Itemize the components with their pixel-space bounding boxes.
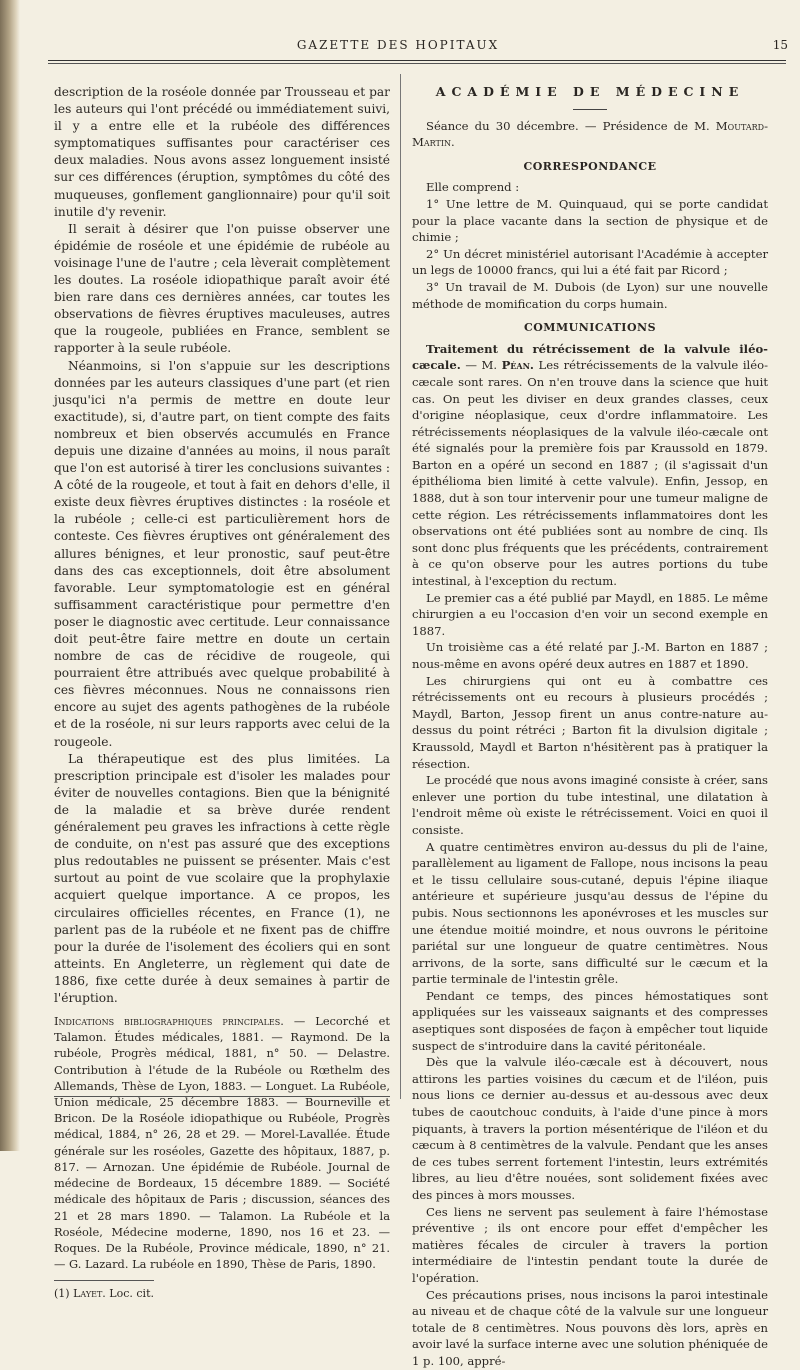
footnote-rule: [54, 1280, 154, 1281]
bibliography-text: — Lecorché et Talamon. Études médicales, 1881. — Raymond. De la rubéole, Progrès médical, 1881, n° 50. — Delastre. Contribution à l'étude de la Rubéole ou Rœthelm des Allemands, Thèse de Lyon, 1883. — Longuet. La Rubéole, Union médicale, 25 décembre 1883. — Bourneville et Bricon. De la Roséole idiopathique ou Rubéole, Progrès médical, 1884, n° 26, 28 et 29. — Morel-Lavallée. Étude générale sur les roséoles, Gazette des hôpitaux, 1887, p. 817. — Arnozan. Une épidémie de Rubéole. Journal de médecine de Bordeaux, 15 décembre 1889. — Société médicale des hôpitaux de Paris ; discussion, séances des 21 et 28 mars 1890. — Talamon. La Rubéole et la Roséole, Médecine moderne, 1890, nos 16 et 23. — Roques. De la Rubéole, Province médicale, 1890, n° 21. — G. Lazard. La rubéole en 1890, Thèse de Paris, 1890.: [54, 1014, 391, 1272]
header-rule-thin: [48, 63, 786, 64]
author-prefix: — M.: [460, 358, 502, 373]
correspondance-intro: Elle comprend :: [426, 180, 520, 195]
bibliography: [54, 1013, 390, 1272]
paragraph: Dès que la valvule iléo-cæcale est à découvert, nous attirons les parties voisines du cæcum et de l'iléon, puis nous lions ce dernier au-dessus et au-dessous avec deux tubes de caoutchouc conduits, à l'aide d'une pince à mors piquants, à travers la portion mésentérique de l'iléon et du cæcum à 8 centimètres de la valvule. Pendant que les anses de ces tubes serrent fortement l'intestin, leurs extrémités libres, au lieu d'être nouées, sont solidement fixées avec des pinces à mors mousses.: [412, 1055, 768, 1202]
left-column: [54, 84, 390, 1302]
footnote-author: Layet.: [73, 1287, 106, 1301]
header-rule: [48, 60, 786, 61]
right-column: [412, 84, 768, 1370]
journal-title: GAZETTE DES HOPITAUX: [296, 38, 500, 52]
correspondance-item: 1° Une lettre de M. Quinquaud, qui se porte candidat pour la place vacante dans la section de physique et de chimie ;: [412, 196, 768, 245]
seance-suffix: .: [451, 135, 455, 150]
page-number: 15: [772, 38, 788, 52]
communications-heading: COMMUNICATIONS: [523, 321, 657, 335]
paragraph: Ces précautions prises, nous incisons la paroi intestinale au niveau et de chaque côté de la valvule sur une longueur totale de 8 centimètres. Nous pouvons dès lors, après en avoir lavé la surface interne avec une solution phéniquée de 1 p. 100, appré-: [412, 1287, 768, 1368]
correspondance-item: 2° Un décret ministériel autorisant l'Académie à accepter un legs de 10000 francs, qui lui a été fait par Ricord ;: [412, 246, 768, 278]
article-lead: [412, 341, 768, 590]
section-title: ACADÉMIE DE MÉDECINE: [435, 84, 745, 99]
seance-prefix: Séance du 30 décembre. — Présidence de M.: [426, 118, 716, 133]
paragraph: Ces liens ne servent pas seulement à faire l'hémostase préventive ; ils ont encore pour effet d'empêcher les matières fécales de circuler à travers la portion intermédiaire de l'intestin pendant toute la durée de l'opération.: [412, 1204, 768, 1285]
paragraph: description de la roséole donnée par Trousseau et par les auteurs qui l'ont précédé ou immédiatement suivi, il y a entre elle et la rubéole des différences symptomatiques suffisantes pour caractériser ces deux maladies. Nous avons assez longuement insisté sur ces différences (éruption, symptômes du côté des muqueuses, gonflement ganglionnaire) pour qu'il soit inutile d'y revenir.: [54, 85, 390, 219]
paragraph: Il serait à désirer que l'on puisse observer une épidémie de roséole et une épidémie de rubéole au voisinage l'une de l'autre ; cela lèverait complètement les doutes. La roséole idiopathique paraît avoir été bien rare dans ces dernières années, car toutes les observations de fièvres éruptives maculeuses, autres que la rougeole, publiées en France, semblent se rapporter à la seule rubéole.: [54, 221, 390, 356]
section-rule: [573, 109, 607, 110]
paragraph: Un troisième cas a été relaté par J.-M. Barton en 1887 ; nous-même en avons opéré deux autres en 1887 et 1890.: [412, 640, 768, 671]
seance-line: [412, 118, 768, 151]
paragraph: A quatre centimètres environ au-dessus du pli de l'aine, parallèlement au ligament de Fallope, nous incisons la peau et le tissu cellulaire sous-cutané, depuis l'épine iliaque antérieure et supérieure jusqu'au dessus de l'épine du pubis. Nous sectionnons les aponévroses et les muscles sur une étendue moitié moindre, et nous ouvrons le péritoine pariétal sur une longueur de quatre centimètres. Nous arrivons, de la sorte, sans difficulté sur le cæcum et la partie terminale de l'intestin grêle.: [412, 839, 768, 987]
correspondance-item: 3° Un travail de M. Dubois (de Lyon) sur une nouvelle méthode de momification du corps humain.: [412, 279, 768, 311]
page-binding-edge: [0, 0, 20, 1151]
footnote-marker: (1): [54, 1287, 70, 1301]
paragraph: Pendant ce temps, des pinces hémostatiques sont appliquées sur les vaisseaux saignants et des compresses aseptiques sont disposées de façon à empêcher tout liquide suspect de s'introduire dans la cavité péritonéale.: [412, 988, 768, 1053]
paragraph: Le procédé que nous avons imaginé consiste à créer, sans enlever une portion du tube intestinal, une dilatation à l'endroit même où existe le rétrécissement. Voici en quoi il consiste.: [412, 773, 768, 837]
correspondance-heading: CORRESPONDANCE: [523, 159, 657, 173]
bottom-rule: [54, 1096, 390, 1097]
paragraph: Les chirurgiens qui ont eu à combattre ces rétrécissements ont eu recours à plusieurs procédés ; Maydl, Barton, Jessop firent un anus contre-nature au-dessus du point rétréci ; Barton fit la divulsion digitale ; Kraussold, Maydl et Barton n'hésitèrent pas à pratiquer la résection.: [412, 673, 768, 771]
footnote-text: Loc. cit.: [105, 1287, 154, 1301]
running-header: [48, 38, 796, 58]
paragraph: Le premier cas a été publié par Maydl, en 1885. Le même chirurgien a eu l'occasion d'en voir un second exemple en 1887.: [412, 590, 768, 638]
column-divider: [400, 74, 401, 1099]
bibliography-label: Indications bibliographiques principales.: [54, 1014, 284, 1029]
paragraph: Néanmoins, si l'on s'appuie sur les descriptions données par les auteurs classiques d'une part (et rien jusqu'ici n'a permis de mettre en doute leur exactitude), si, d'autre part, on tient compte des faits nombreux et bien observés accumulés en France depuis une dizaine d'années au moins, il nous paraît que l'on est autorisé à tirer les conclusions suivantes : A côté de la rougeole, et tout à fait en dehors d'elle, il existe deux fièvres éruptives distinctes : la roséole et la rubéole ; celle-ci est particulièrement hors de conteste. Ces fièvres éruptives ont généralement des allures bénignes, et leur pronostic, sauf peut-être dans des cas exceptionnels, doit être absolument favorable. Leur symptomatologie est en général suffisamment caractéristique pour permettre d'en poser le diagnostic avec certitude. Leur connaissance doit peut-être faire mettre en doute un certain nombre de cas de récidive de rougeole, qui pourraient être attribués avec quelque probabilité à ces fièvres méconnues. Nous ne connaissons rien encore au sujet des agents pathogènes de la rubéole et de la roséole, ni sur leurs rapports avec celui de la rougeole.: [54, 358, 391, 749]
footnote: [54, 1285, 390, 1302]
article-title: Traitement du rétrécissement de la valvule iléo-cæcale.: [412, 341, 768, 373]
president-name: Moutard-Martin: [412, 118, 768, 150]
paragraph: La thérapeutique est des plus limitées. La prescription principale est d'isoler les malades pour éviter de nouvelles contagions. Bien que la bénignité de la maladie et sa brève durée rendent généralement peu graves les infractions à cette règle de conduite, on n'est pas assuré que des exceptions plus redoutables ne puissent se présenter. Mais c'est surtout au point de vue scolaire que la prophylaxie acquiert quelque importance. A ce propos, les circulaires officielles récentes, en France (1), ne parlent pas de la rubéole et ne fixent pas de chiffre pour la durée de l'isolement des écoliers qui en sont atteints. En Angleterre, un règlement qui date de 1886, fixe cette durée à deux semaines à partir de l'éruption.: [54, 751, 390, 1005]
article-author: Péan.: [501, 358, 534, 373]
article-first-paragraph: Les rétrécissements de la valvule iléo-cæcale sont rares. On n'en trouve dans la science que huit cas. On peut les diviser en deux grandes classes, ceux d'origine néoplasique, ceux d'ordre inflammatoire. Les rétrécissements néoplasiques de la valvule iléo-cæcale ont été signalés pour la première fois par Kraussold en 1879. Barton en a opéré un second en 1887 ; (il s'agissait d'un épithélioma bien limité à cette valvule). Enfin, Jessop, en 1888, dut à son tour intervenir pour une tumeur maligne de cette région. Les rétrécissements inflammatoires dont les observations ont été publiées sont au nombre de cinq. Ils sont donc plus fréquents que les précédents, contrairement à ce qu'on observe pour les autres portions du tube intestinal, à l'exception du rectum.: [412, 358, 768, 589]
